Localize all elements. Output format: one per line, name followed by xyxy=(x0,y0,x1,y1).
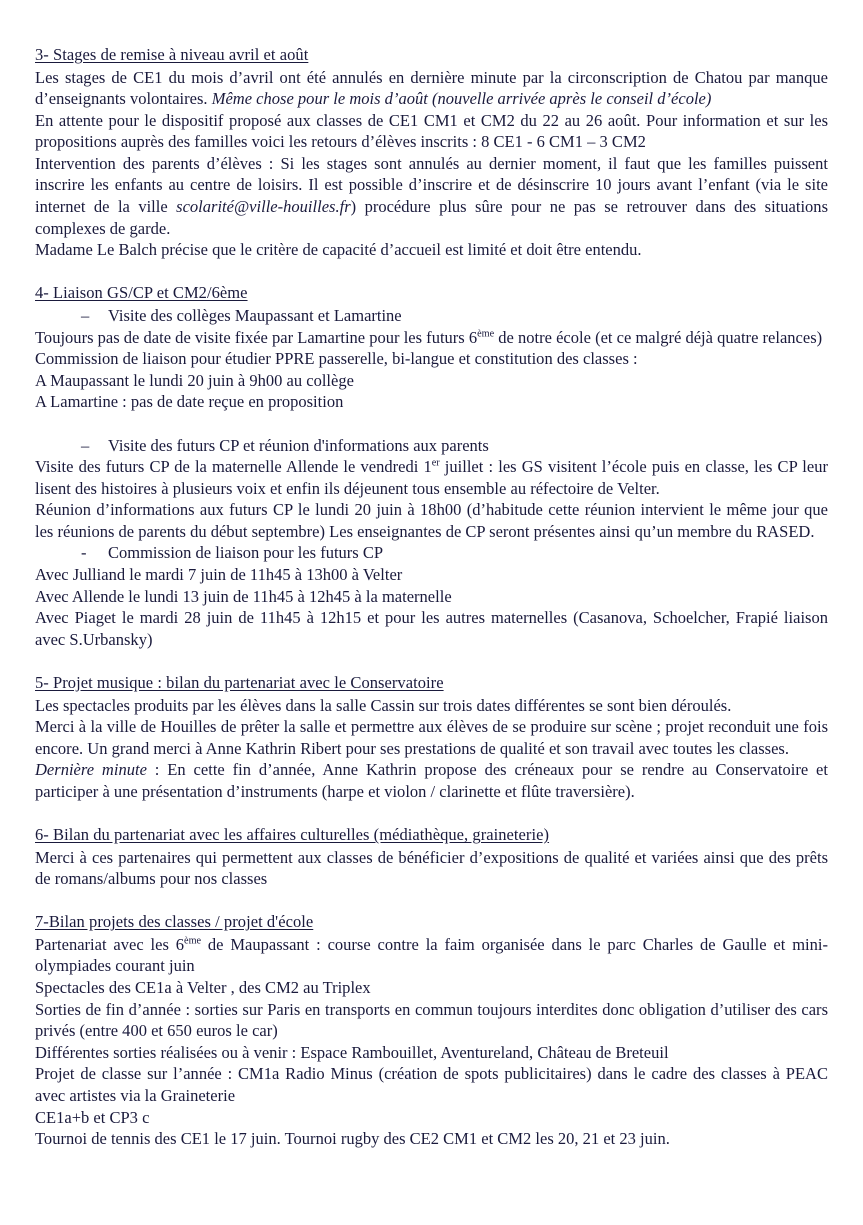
section-3-heading-row xyxy=(35,44,828,67)
section-4-paragraph-2: Commission de liaison pour étudier PPRE passerelle, bi-langue et constitution des classes : xyxy=(35,349,638,369)
section-5-p3-italic: Dernière minute xyxy=(35,760,147,780)
section-4-p1-text-a: Toujours pas de date de visite fixée par Lamartine pour les futurs 6 xyxy=(35,327,478,347)
section-7-p1-text-b: de Maupassant : course contre la faim organisée dans le parc Charles de Gaulle et mini-olympiades courant juin xyxy=(35,934,828,976)
section-3-p3-text-b: ) procédure plus sûre pour ne pas se retrouver dans des situations complexes de garde. xyxy=(35,197,829,238)
section-4-bullet-1 xyxy=(35,305,828,327)
section-5-paragraph-1: Les spectacles produits par les élèves dans la salle Cassin sur trois dates différentes se sont bien déroulés. xyxy=(35,695,732,715)
section-5 xyxy=(35,672,828,802)
section-4-paragraph-4: A Lamartine : pas de date reçue en proposition xyxy=(35,392,344,412)
section-6 xyxy=(35,824,828,890)
section-4 xyxy=(35,282,828,650)
section-7-paragraph-3: Sorties de fin d’année : sorties sur Paris en transports en commun toujours interdites donc obligation d’utiliser des cars privés (entre 400 et 650 euros le car) xyxy=(35,999,828,1041)
section-4-p5-superscript: er xyxy=(431,457,440,469)
section-4-heading: 4- Liaison GS/CP et CM2/6ème xyxy=(35,283,248,303)
section-3-paragraph-3 xyxy=(35,153,828,239)
section-4-bullet-2-label: Visite des futurs CP et réunion d'informations aux parents xyxy=(108,435,489,455)
section-4-p5-text-b: juillet : les GS visitent l’école puis en classe, les CP leur lisent des histoires à plusieurs voix et enfin ils déjeunent tous ensemble au réfectoire de Velter. xyxy=(35,457,828,498)
section-7-paragraph-5: Projet de classe sur l’année : CM1a Radio Minus (création de spots publicitaires) dans le cadre des classes à PEAC avec artistes via la Graineterie xyxy=(35,1064,828,1106)
section-6-heading-row xyxy=(35,824,828,847)
section-3-email-italic: scolarité@ville-houilles.fr xyxy=(176,197,351,217)
section-4-heading-row xyxy=(35,282,828,305)
spacer-after-section-4 xyxy=(35,650,828,672)
section-3-heading: 3- Stages de remise à niveau avril et août xyxy=(35,45,309,64)
section-7-paragraph-6: CE1a+b et CP3 c xyxy=(35,1107,150,1127)
section-3-paragraph-2: En attente pour le dispositif proposé aux classes de CE1 CM1 et CM2 du 22 au 26 août. Pour information et sur les propositions auprès des familles voici les retours d’élèves inscrits : 8 CE1 - 6 CM1 – 3 CM2 xyxy=(35,110,828,152)
document-body xyxy=(35,44,828,1150)
section-4-paragraph-3: A Maupassant le lundi 20 juin à 9h00 au collège xyxy=(35,370,354,390)
section-3-p1-text: Les stages de CE1 du mois d’avril ont été annulés en dernière minute par la circonscription de Chatou par manque d’enseignants volontaires. xyxy=(35,67,828,109)
section-6-heading: 6- Bilan du partenariat avec les affaires culturelles (médiathèque, graineterie) xyxy=(35,825,550,845)
section-4-bullet-3 xyxy=(35,542,828,564)
section-4-p1-text-b: de notre école (et ce malgré déjà quatre relances) xyxy=(494,327,823,347)
section-4-paragraph-7: Avec Julliand le mardi 7 juin de 11h45 à 13h00 à Velter xyxy=(35,565,403,585)
hyphen-bullet-icon: - xyxy=(81,543,87,563)
section-3-p3-text-a: Intervention des parents d’élèves : Si les stages sont annulés au dernier moment, il faut que les familles puissent inscrire les enfants au centre de loisirs. Il est possible d’inscrire et de désinscrire 10 jours avant l’enfant (via le site internet de la ville xyxy=(35,153,828,217)
section-5-heading: 5- Projet musique : bilan du partenariat avec le Conservatoire xyxy=(35,673,444,693)
section-4-paragraph-9: Avec Piaget le mardi 28 juin de 11h45 à 12h15 et pour les autres maternelles (Casanova, Schoelcher, Frapié liaison avec S.Urbansky) xyxy=(35,608,828,649)
section-7-paragraph-2: Spectacles des CE1a à Velter , des CM2 au Triplex xyxy=(35,978,371,998)
spacer-in-section-4 xyxy=(35,413,828,435)
section-7-p1-text-a: Partenariat avec les 6 xyxy=(35,934,185,954)
section-4-bullet-3-label: Commission de liaison pour les futurs CP xyxy=(108,543,384,563)
section-4-bullet-1-label: Visite des collèges Maupassant et Lamartine xyxy=(108,305,402,325)
section-4-paragraph-6: Réunion d’informations aux futurs CP le lundi 20 juin à 18h00 (d’habitude cette réunion intervient le même jour que les réunions de parents du début septembre) Les enseignantes de CP seront présentes ainsi qu’un membre du RASED. xyxy=(35,500,828,541)
section-4-p5-text-a: Visite des futurs CP de la maternelle Allende le vendredi 1 xyxy=(35,457,432,477)
spacer-after-section-6 xyxy=(35,890,828,912)
section-3-paragraph-1 xyxy=(35,67,828,110)
section-7-paragraph-7: Tournoi de tennis des CE1 le 17 juin. Tournoi rugby des CE2 CM1 et CM2 les 20, 21 et 23 juin. xyxy=(35,1129,670,1149)
section-7 xyxy=(35,911,828,1149)
section-6-paragraph-1: Merci à ces partenaires qui permettent aux classes de bénéficier d’expositions de qualité et variées ainsi que des prêts de romans/albums pour nos classes xyxy=(35,847,828,889)
section-7-heading: 7-Bilan projets des classes / projet d'école xyxy=(35,912,314,932)
section-7-p1-superscript: ème xyxy=(184,935,202,947)
section-3-p1-italic: Même chose pour le mois d’août (nouvelle arrivée après le conseil d’école) xyxy=(211,89,712,109)
section-4-paragraph-1 xyxy=(35,327,828,349)
section-3-paragraph-4: Madame Le Balch précise que le critère de capacité d’accueil est limité et doit être entendu. xyxy=(35,240,642,260)
section-4-paragraph-8: Avec Allende le lundi 13 juin de 11h45 à 12h45 à la maternelle xyxy=(35,586,452,606)
spacer-after-section-3 xyxy=(35,261,828,283)
section-3 xyxy=(35,44,828,261)
section-7-paragraph-4: Différentes sorties réalisées ou à venir : Espace Rambouillet, Aventureland, Château de Breteuil xyxy=(35,1042,669,1062)
spacer-after-section-5 xyxy=(35,803,828,825)
section-4-bullet-2 xyxy=(35,435,828,457)
dash-bullet-icon: – xyxy=(81,435,90,455)
section-5-paragraph-3 xyxy=(35,759,828,802)
section-5-paragraph-2: Merci à la ville de Houilles de prêter la salle et permettre aux élèves de se produire sur scène ; projet reconduit une fois encore. Un grand merci à Anne Kathrin Ribert pour ses prestations de qualité et son travail avec toutes les classes. xyxy=(35,717,828,758)
section-4-paragraph-5 xyxy=(35,456,828,499)
section-7-heading-row xyxy=(35,911,828,934)
section-5-heading-row xyxy=(35,672,828,695)
section-5-p3-text: : En cette fin d’année, Anne Kathrin propose des créneaux pour se rendre au Conservatoire et participer à une présentation d’instruments (harpe et violon / clarinette et flûte traversière). xyxy=(35,760,828,801)
section-4-p1-superscript: ème xyxy=(477,328,495,340)
dash-bullet-icon: – xyxy=(81,305,90,325)
section-7-paragraph-1 xyxy=(35,934,828,977)
